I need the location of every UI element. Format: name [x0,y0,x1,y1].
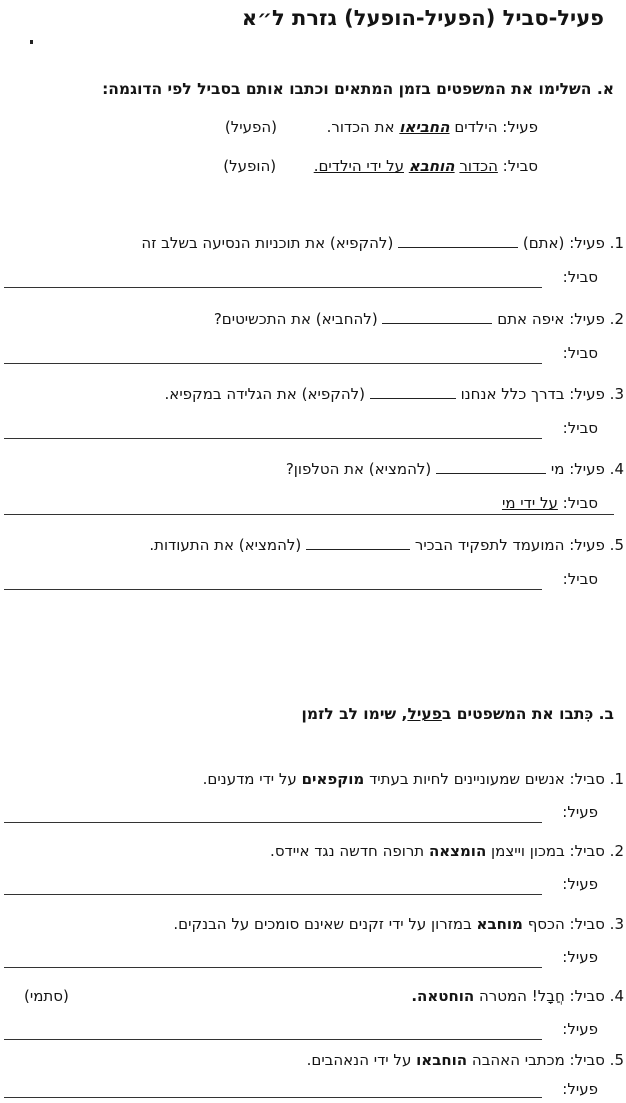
item-number: 2. [609,310,624,328]
a-item-2-active [214,309,624,328]
answer-line[interactable] [4,438,542,439]
item-number: 5. [609,1051,624,1069]
sentence-pre: הכסף [527,915,565,933]
prompt-before: איפה אתם [497,310,565,328]
a-item-5-active [149,535,624,554]
answer-line[interactable] [4,1097,542,1098]
passive-label: סביל: [562,570,598,588]
sentence-pre: חֲבָל! המטרה [479,987,565,1005]
example-active [225,118,538,136]
sentence-verb: הומצאה [428,842,487,860]
a-item-4-passive [502,494,598,512]
sentence-pre: מכתבי האהבה [471,1051,565,1069]
b-item-3-passive [173,915,624,933]
answer-line[interactable] [4,589,542,590]
active-label: פעיל: [562,803,598,821]
answer-blank[interactable] [382,309,492,324]
example-passive-verb: הוחבא [408,157,455,175]
prompt-before: (אתם) [522,234,565,252]
sentence-verb: הוחבאו [416,1051,468,1069]
active-label: פעיל: [569,310,605,328]
sentence-post: תרופה חדשה נגד איידס. [270,842,425,860]
active-label: פעיל: [569,234,605,252]
example-passive [223,157,538,175]
passive-label: סביל: [569,770,605,788]
passive-label: סביל: [569,842,605,860]
passive-label: סביל: [569,915,605,933]
a-item-4-active [286,459,624,478]
prompt-before: המועמד לתפקיד הבכיר [414,536,565,554]
section-b-heading-underlined: פעיל [407,705,442,723]
answer-line[interactable] [4,822,542,823]
prompt-after: (להקפיא) את תוכניות הנסיעה בשלב זה [141,234,394,252]
b-item-1-passive [203,770,624,788]
item-number: 3. [609,915,624,933]
b-item-5-passive [307,1051,624,1069]
a-item-1-active [141,233,624,252]
page-title: פעיל-סביל (הפעיל-הופעל) גזרת ל״א [241,6,604,30]
b-item-2-passive [270,842,624,860]
item-number: 1. [609,234,624,252]
example-active-label: פעיל: [502,118,538,136]
section-b-heading [302,705,614,723]
example-active-binyan: (הפעיל) [224,118,278,136]
a-item-3-active [165,384,624,403]
answer-line[interactable] [4,363,542,364]
active-label: פעיל: [562,875,598,893]
sentence-post: על ידי הנאהבים. [306,1051,412,1069]
answer-line[interactable] [4,514,614,515]
example-passive-binyan: (הופעל) [223,157,277,175]
sentence-verb: מוקפאים [301,770,365,788]
example-passive-post: על ידי הילדים. [313,157,404,175]
b-item-4-passive [411,987,624,1005]
item-number: 4. [609,460,624,478]
section-a-heading: א. השלימו את המשפטים בזמן המתאים וכתבו אותם בסביל לפי הדוגמה: [102,80,614,98]
item-number: 4. [609,987,624,1005]
answer-blank[interactable] [436,459,546,474]
answer-line[interactable] [4,967,542,968]
passive-label: סביל: [569,987,605,1005]
passive-label: סביל: [562,344,598,362]
sentence-pre: במכון וייצמן [491,842,565,860]
answer-line[interactable] [4,894,542,895]
answer-blank[interactable] [398,233,518,248]
passive-label: סביל: [562,268,598,286]
example-active-pre: הילדים [454,118,498,136]
passive-label: סביל: [569,1051,605,1069]
section-b-heading-post: , שימו לב לזמן [301,705,408,723]
item-number: 1. [609,770,624,788]
prompt-after: (להמציא) את הטלפון? [285,460,432,478]
prompt-after: (להמציא) את התעודות. [149,536,302,554]
active-label: פעיל: [562,948,598,966]
passive-label: סביל: [562,419,598,437]
example-active-post: את הכדור. [326,118,395,136]
answer-blank[interactable] [370,384,456,399]
sentence-verb: הוחטאה. [411,987,475,1005]
active-label: פעיל: [569,385,605,403]
section-b-heading-pre: ב. כִּתבו את המשפטים ב [441,705,614,723]
prompt-before: בדרך כלל אנחנו [460,385,565,403]
item-number: 2. [609,842,624,860]
item-number: 5. [609,536,624,554]
prompt-before: מי [550,460,565,478]
active-label: פעיל: [562,1080,598,1098]
sentence-post: על ידי מדענים. [202,770,297,788]
active-label: פעיל: [569,536,605,554]
prompt-after: (להקפיא) את הגלידה במקפיא. [164,385,366,403]
example-active-verb: החביאו [399,118,450,136]
example-passive-label: סביל: [502,157,538,175]
passive-label: סביל: [562,494,598,512]
sentence-post: במזרון על ידי זקנים שאינם סומכים על הבנקים. [173,915,472,933]
active-label: פעיל: [569,460,605,478]
speck [30,40,33,44]
answer-line[interactable] [4,287,542,288]
sentence-verb: מוחבא [476,915,523,933]
passive-given: על ידי מי [501,494,558,512]
answer-line[interactable] [4,1039,542,1040]
answer-blank[interactable] [306,535,410,550]
note-label: (סתמי) [24,987,69,1005]
example-passive-pre: הכדור [459,157,498,175]
sentence-pre: אנשים שמעוניינים לחיות בעתיד [369,770,565,788]
prompt-after: (להחביא) את התכשיטים? [213,310,378,328]
item-number: 3. [609,385,624,403]
active-label: פעיל: [562,1020,598,1038]
